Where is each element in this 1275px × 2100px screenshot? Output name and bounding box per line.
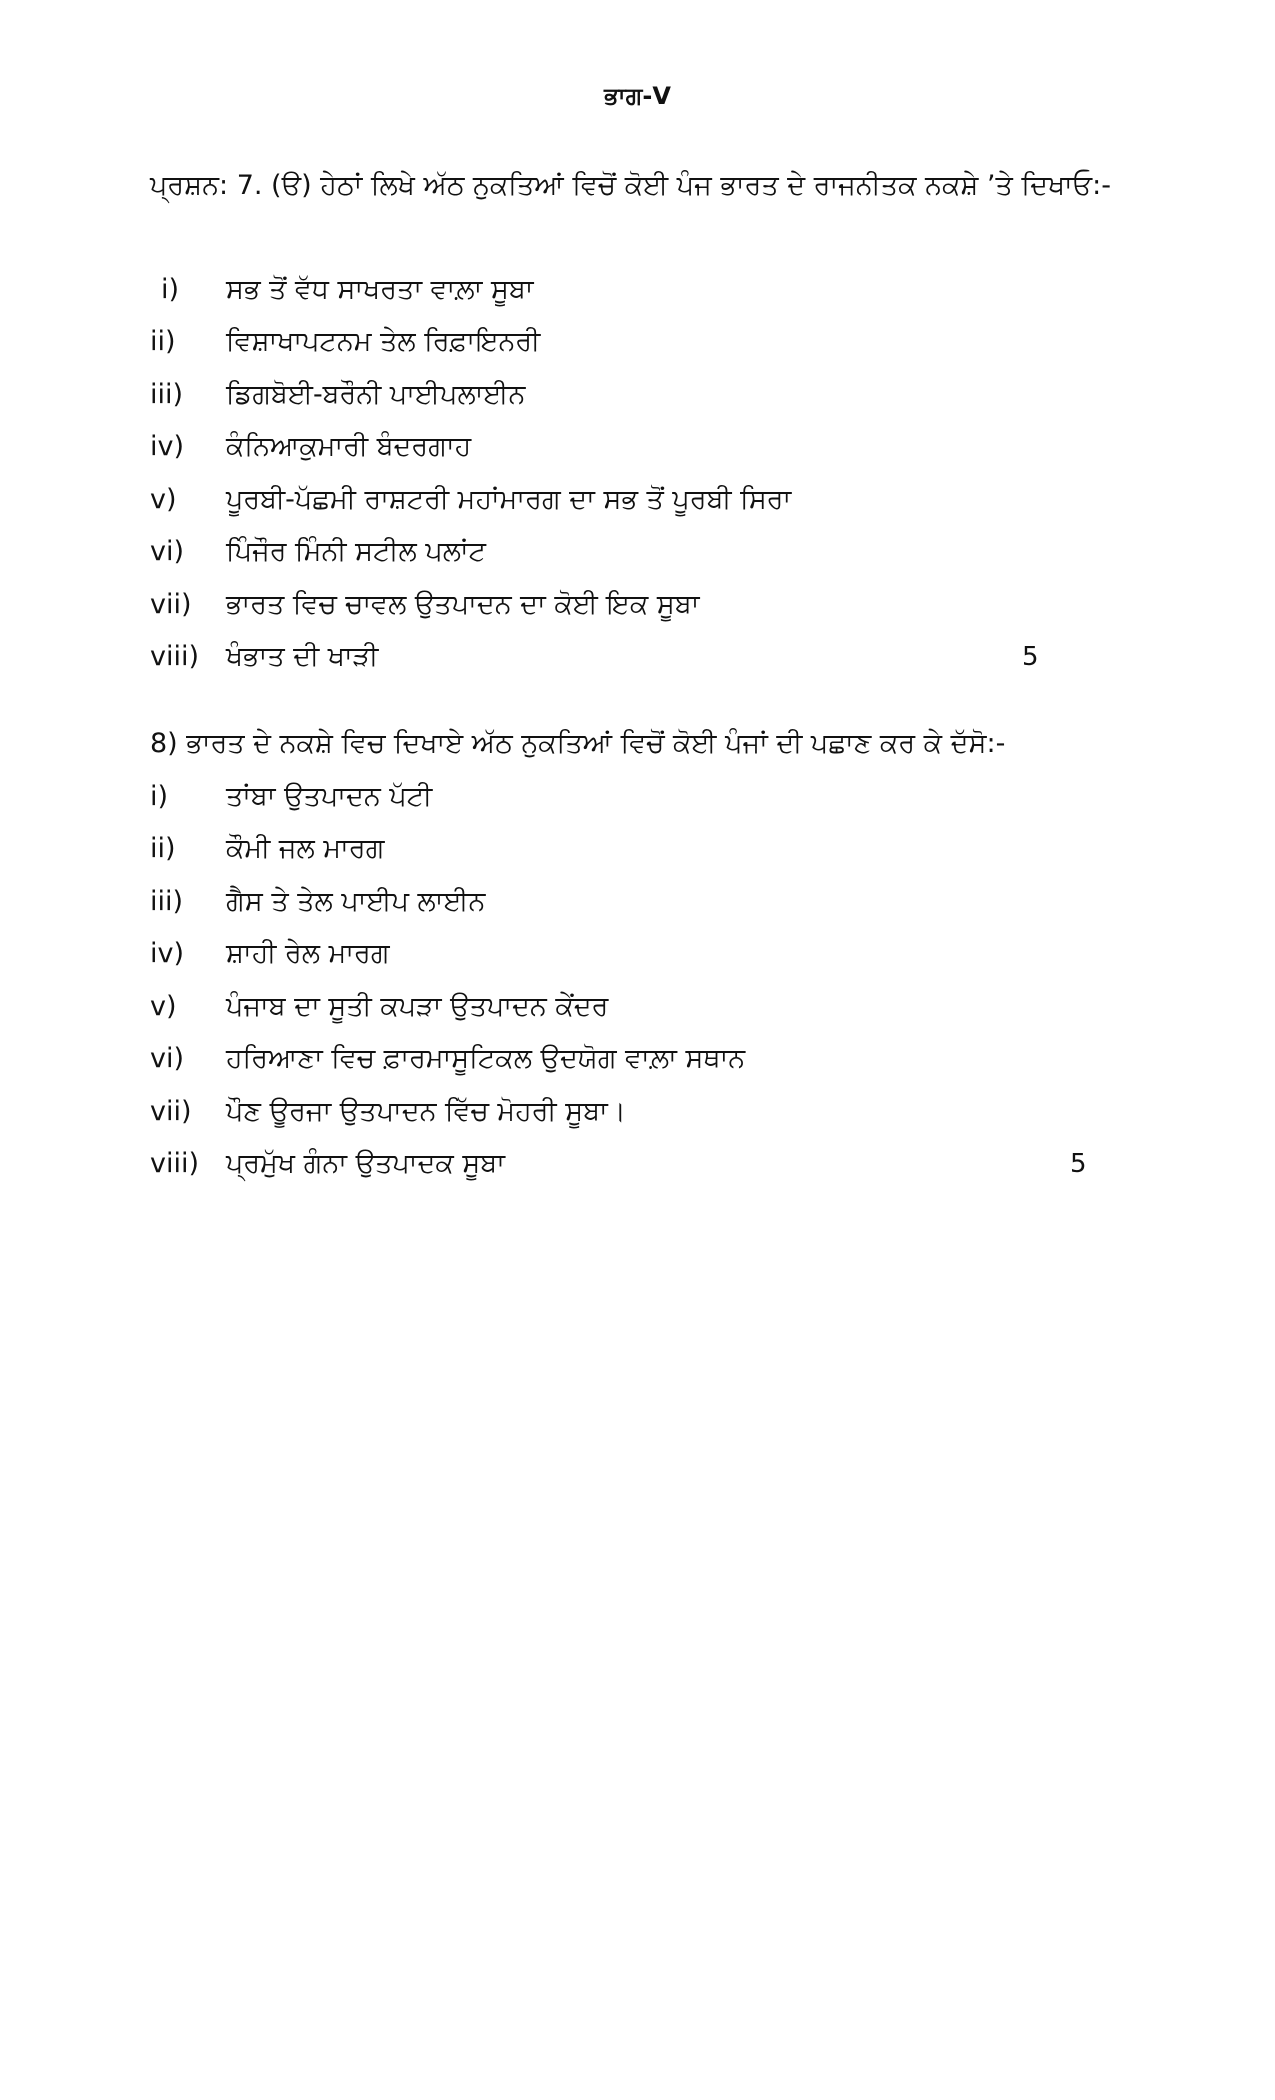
item-number: viii): [150, 1148, 200, 1179]
item-text: ਕੰਨਿਆਕੁਮਾਰੀ ਬੰਦਰਗਾਹ: [226, 431, 472, 462]
item-text: ਡਿਗਬੋਈ-ਬਰੌਨੀ ਪਾਈਪਲਾਈਨ: [226, 379, 526, 410]
section-heading: ਭਾਗ-V: [604, 82, 671, 110]
question-8-marks: 5: [1070, 1149, 1087, 1179]
item-number: iv): [150, 938, 185, 969]
item-number: ii): [150, 833, 176, 864]
item-number: v): [150, 991, 177, 1022]
item-text: ਪੰਜਾਬ ਦਾ ਸੂਤੀ ਕਪੜਾ ਉਤਪਾਦਨ ਕੇਂਦਰ: [226, 991, 609, 1022]
item-text: ਪਿੰਜੌਰ ਮਿੰਨੀ ਸਟੀਲ ਪਲਾਂਟ: [226, 536, 486, 567]
item-text: ਗੈਸ ਤੇ ਤੇਲ ਪਾਈਪ ਲਾਈਨ: [226, 886, 486, 917]
item-number: v): [150, 484, 177, 515]
item-text: ਪੌਣ ਊਰਜਾ ਉਤਪਾਦਨ ਵਿੱਚ ਮੋਹਰੀ ਸੂਬਾ।: [226, 1096, 626, 1127]
item-text: ਸ਼ਾਹੀ ਰੇਲ ਮਾਰਗ: [226, 938, 390, 969]
item-number: ii): [150, 326, 176, 357]
question-7-intro: ਪ੍ਰਸ਼ਨ: 7. (ੳ) ਹੇਠਾਂ ਲਿਖੇ ਅੱਠ ਨੁਕਤਿਆਂ ਵਿਚੋਂ ਕੋਈ ਪੰਜ ਭਾਰਤ ਦੇ ਰਾਜਨੀਤਕ ਨਕਸ਼ੇ ’ਤੇ ਦਿਖਾਓ:-: [150, 170, 1111, 201]
question-7-marks: 5: [1022, 642, 1039, 672]
item-text: ਹਰਿਆਣਾ ਵਿਚ ਫ਼ਾਰਮਾਸੂਟਿਕਲ ਉਦਯੋਗ ਵਾਲ਼ਾ ਸਥਾਨ: [226, 1043, 746, 1074]
item-number: i): [160, 274, 180, 305]
item-text: ਪੂਰਬੀ-ਪੱਛਮੀ ਰਾਸ਼ਟਰੀ ਮਹਾਂਮਾਰਗ ਦਾ ਸਭ ਤੋਂ ਪੂਰਬੀ ਸਿਰਾ: [226, 484, 792, 515]
item-number: vi): [150, 536, 185, 567]
item-number: iii): [150, 886, 184, 917]
item-text: ਤਾਂਬਾ ਉਤਪਾਦਨ ਪੱਟੀ: [226, 781, 433, 812]
item-text: ਕੌਮੀ ਜਲ ਮਾਰਗ: [226, 833, 385, 864]
item-number: iv): [150, 431, 185, 462]
item-text: ਭਾਰਤ ਵਿਚ ਚਾਵਲ ਉਤਪਾਦਨ ਦਾ ਕੋਈ ਇਕ ਸੂਬਾ: [226, 589, 700, 620]
item-text: ਵਿਸ਼ਾਖਾਪਟਨਮ ਤੇਲ ਰਿਫ਼ਾਇਨਰੀ: [226, 326, 541, 357]
item-number: vii): [150, 589, 192, 620]
item-text: ਸਭ ਤੋਂ ਵੱਧ ਸਾਖਰਤਾ ਵਾਲ਼ਾ ਸੂਬਾ: [226, 274, 534, 305]
item-number: iii): [150, 379, 184, 410]
item-text: ਪ੍ਰਮੁੱਖ ਗੰਨਾ ਉਤਪਾਦਕ ਸੂਬਾ: [226, 1148, 505, 1179]
question-8-intro: 8) ਭਾਰਤ ਦੇ ਨਕਸ਼ੇ ਵਿਚ ਦਿਖਾਏ ਅੱਠ ਨੁਕਤਿਆਂ ਵਿਚੋਂ ਕੋਈ ਪੰਜਾਂ ਦੀ ਪਛਾਣ ਕਰ ਕੇ ਦੱਸੋ:-: [150, 728, 1006, 759]
item-text: ਖੰਭਾਤ ਦੀ ਖਾੜੀ: [226, 641, 379, 672]
item-number: vii): [150, 1096, 192, 1127]
item-number: i): [150, 781, 169, 812]
item-number: viii): [150, 641, 200, 672]
item-number: vi): [150, 1043, 185, 1074]
